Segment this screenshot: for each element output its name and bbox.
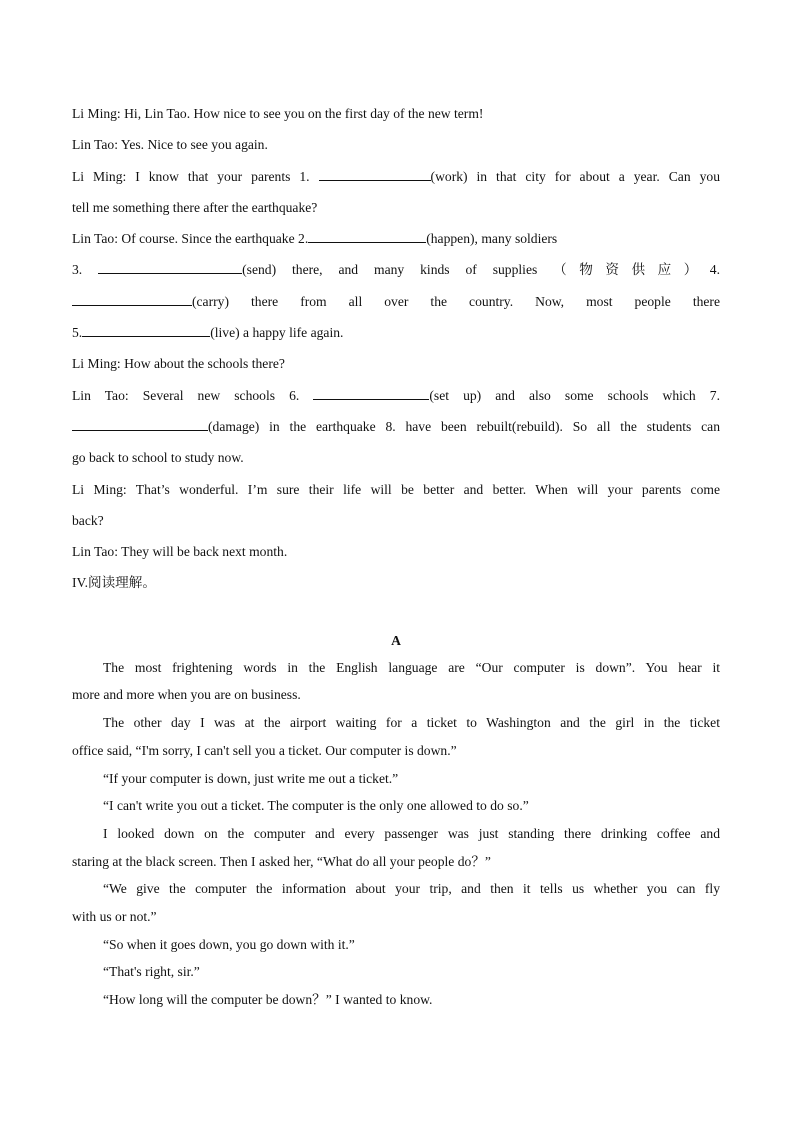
dialog-line-8 xyxy=(72,317,720,348)
passage-line: “If your computer is down, just write me out a ticket.” xyxy=(103,770,399,786)
passage-line: “We give the computer the information about your trip, and then it tells us whether you can fly xyxy=(103,881,720,897)
dialog-line-9: Li Ming: How about the schools there? xyxy=(72,356,285,372)
dialog-text: Li Ming: I know that your parents 1. xyxy=(72,168,310,184)
passage-title: A xyxy=(391,632,401,648)
dialogue-section xyxy=(72,98,720,567)
answer-blank-1[interactable] xyxy=(319,168,431,181)
answer-blank-7[interactable] xyxy=(72,418,208,431)
dialog-text: (send) there, and many kinds of supplies （物资供应）4. xyxy=(242,262,720,278)
dialog-line-4: tell me something there after the earthquake? xyxy=(72,199,318,215)
answer-blank-3[interactable] xyxy=(98,261,242,274)
dialog-text: Lin Tao: Of course. Since the earthquake 2. xyxy=(72,231,309,247)
dialog-line-15: Lin Tao: They will be back next month. xyxy=(72,544,288,560)
answer-blank-2[interactable] xyxy=(308,230,426,243)
answer-blank-5[interactable] xyxy=(82,324,210,337)
passage-line: “So when it goes down, you go down with it.” xyxy=(103,936,355,952)
passage-line: with us or not.” xyxy=(72,908,157,924)
dialog-line-6 xyxy=(72,254,720,285)
dialog-text: 3. xyxy=(72,262,83,278)
dialog-line-14: back? xyxy=(72,512,104,528)
dialog-line-5 xyxy=(72,223,720,254)
dialog-line-13: Li Ming: That’s wonderful. I’m sure their life will be better and better. When will your parents come xyxy=(72,481,720,497)
passage-line: The most frightening words in the English language are “Our computer is down”. You hear it xyxy=(103,659,720,675)
dialog-text: 5. xyxy=(72,325,83,341)
dialog-text: (happen), many soldiers xyxy=(426,231,558,247)
dialog-line-1: Li Ming: Hi, Lin Tao. How nice to see you on the first day of the new term! xyxy=(72,106,484,121)
answer-blank-6[interactable] xyxy=(313,387,429,400)
answer-blank-4[interactable] xyxy=(72,293,192,306)
passage-line: “That's right, sir.” xyxy=(103,964,200,980)
dialog-line-11 xyxy=(72,411,720,442)
passage-line: more and more when you are on business. xyxy=(72,687,301,703)
dialog-line-2: Lin Tao: Yes. Nice to see you again. xyxy=(72,137,268,153)
dialog-line-12: go back to school to study now. xyxy=(72,450,244,466)
reading-passage xyxy=(72,654,720,1014)
passage-line: “How long will the computer be down？” I wanted to know. xyxy=(103,992,433,1007)
section-heading: IV.阅读理解。 xyxy=(72,575,156,591)
passage-line: staring at the black screen. Then I asked her, “What do all your people do？” xyxy=(72,853,491,869)
dialog-line-10 xyxy=(72,380,720,411)
dialog-text: Lin Tao: Several new schools 6. xyxy=(72,387,300,403)
passage-line: The other day I was at the airport waiting for a ticket to Washington and the girl in the ticket xyxy=(103,715,720,731)
dialog-text: (damage) in the earthquake 8. have been rebuilt(rebuild). So all the students can xyxy=(208,418,720,434)
dialog-line-3 xyxy=(72,161,720,192)
passage-line: “I can't write you out a ticket. The computer is the only one allowed to do so.” xyxy=(103,798,529,814)
document-page xyxy=(72,98,720,1014)
passage-line: I looked down on the computer and every passenger was just standing there drinking coffee and xyxy=(103,825,720,841)
dialog-text: (live) a happy life again. xyxy=(210,325,344,341)
dialog-text: (set up) and also some schools which 7. xyxy=(429,387,720,403)
dialog-line-7 xyxy=(72,286,720,317)
dialog-text: (carry) there from all over the country. Now, most people there xyxy=(192,293,720,309)
dialog-text: (work) in that city for about a year. Can you xyxy=(430,168,720,184)
passage-line: office said, “I'm sorry, I can't sell you a ticket. Our computer is down.” xyxy=(72,742,457,758)
